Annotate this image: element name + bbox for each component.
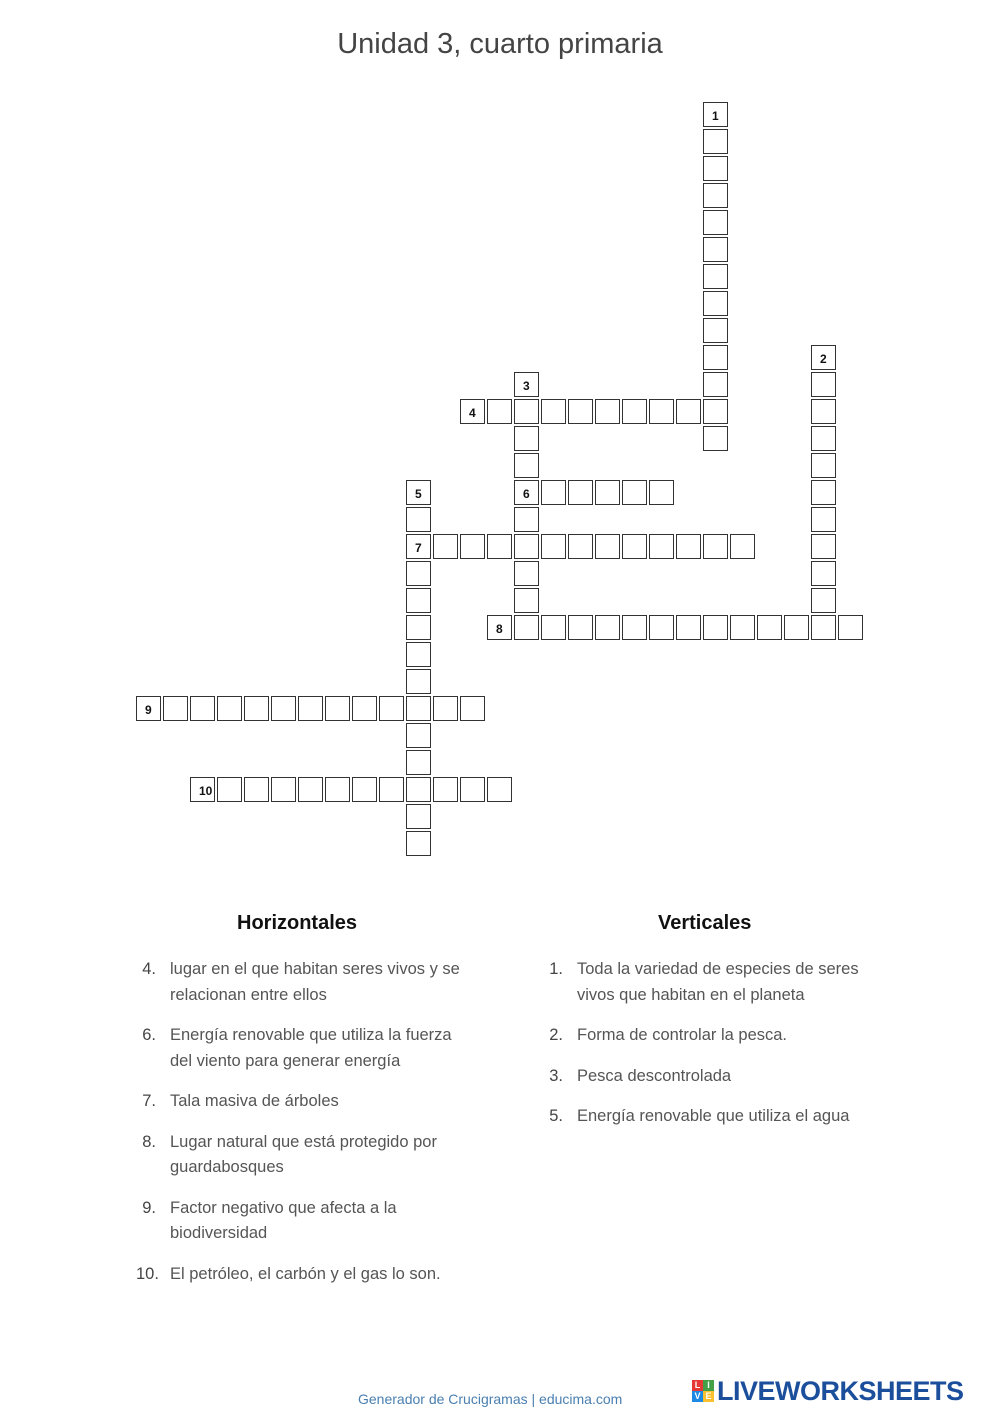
clue-number-label: 2 [820, 352, 827, 366]
crossword-cell[interactable] [703, 102, 728, 127]
vertical-clue [543, 1023, 888, 1049]
crossword-cell[interactable] [406, 615, 431, 640]
crossword-cell[interactable] [406, 561, 431, 586]
clue-number-label: 6 [523, 487, 530, 501]
crossword-cell[interactable] [487, 615, 512, 640]
clue-number-label: 8 [496, 622, 503, 636]
crossword-cell[interactable] [676, 615, 701, 640]
crossword-cell[interactable] [541, 399, 566, 424]
crossword-cell[interactable] [433, 696, 458, 721]
crossword-cell[interactable] [730, 615, 755, 640]
crossword-cell[interactable] [379, 696, 404, 721]
clue-number: 5. [549, 1107, 563, 1125]
liveworksheets-logo[interactable] [692, 1377, 964, 1405]
verticales-heading: Verticales [658, 912, 752, 934]
crossword-cell[interactable] [595, 399, 620, 424]
crossword-cell[interactable] [757, 615, 782, 640]
horizontal-clue [136, 1262, 476, 1288]
liveworksheets-icon [692, 1380, 714, 1402]
crossword-cell[interactable] [514, 426, 539, 451]
crossword-cell[interactable] [811, 507, 836, 532]
crossword-cell[interactable] [622, 615, 647, 640]
crossword-cell[interactable] [568, 615, 593, 640]
crossword-cell[interactable] [298, 696, 323, 721]
crossword-cell[interactable] [703, 264, 728, 289]
crossword-cell[interactable] [703, 291, 728, 316]
crossword-cell[interactable] [352, 777, 377, 802]
crossword-cell[interactable] [811, 480, 836, 505]
clue-number: 4. [142, 960, 156, 978]
crossword-cell[interactable] [406, 642, 431, 667]
clue-number-label: 9 [145, 703, 152, 717]
crossword-cell[interactable] [298, 777, 323, 802]
crossword-cell[interactable] [703, 372, 728, 397]
crossword-cell[interactable] [406, 723, 431, 748]
crossword-cell[interactable] [676, 534, 701, 559]
crossword-cell[interactable] [460, 399, 485, 424]
crossword-cell[interactable] [703, 534, 728, 559]
clue-text: Lugar natural que está protegido por guardabosques [170, 1132, 437, 1176]
clue-text: El petróleo, el carbón y el gas lo son. [170, 1264, 441, 1283]
clue-number-label: 4 [469, 406, 476, 420]
horizontales-clue-list [136, 957, 476, 1302]
clue-number-label: 7 [415, 541, 422, 555]
crossword-cell[interactable] [703, 426, 728, 451]
crossword-cell[interactable] [811, 426, 836, 451]
crossword-cell[interactable] [676, 399, 701, 424]
crossword-cell[interactable] [649, 399, 674, 424]
clue-text: Toda la variedad de especies de seres vivos que habitan en el planeta [577, 960, 859, 1004]
crossword-cell[interactable] [541, 615, 566, 640]
crossword-cell[interactable] [649, 534, 674, 559]
crossword-cell[interactable] [487, 399, 512, 424]
verticales-clue-list [543, 957, 888, 1145]
page-title: Unidad 3, cuarto primaria [337, 28, 663, 60]
crossword-cell[interactable] [838, 615, 863, 640]
crossword-cell[interactable] [514, 480, 539, 505]
clue-number: 3. [549, 1066, 563, 1085]
crossword-cell[interactable] [325, 777, 350, 802]
crossword-cell[interactable] [730, 534, 755, 559]
crossword-cell[interactable] [811, 615, 836, 640]
crossword-cell[interactable] [622, 534, 647, 559]
crossword-cell[interactable] [406, 831, 431, 856]
crossword-cell[interactable] [379, 777, 404, 802]
logo-icon-tile: V [692, 1391, 703, 1402]
crossword-cell[interactable] [514, 588, 539, 613]
crossword-cell[interactable] [649, 480, 674, 505]
crossword-cell[interactable] [352, 696, 377, 721]
logo-icon-tile: I [703, 1380, 714, 1391]
horizontal-clue [136, 957, 476, 1008]
clue-text: Tala masiva de árboles [170, 1092, 339, 1110]
crossword-cell[interactable] [244, 696, 269, 721]
crossword-cell[interactable] [541, 480, 566, 505]
horizontal-clue [136, 1196, 476, 1247]
crossword-cell[interactable] [595, 615, 620, 640]
crossword-cell[interactable] [514, 534, 539, 559]
crossword-cell[interactable] [271, 696, 296, 721]
crossword-cell[interactable] [514, 453, 539, 478]
clue-number: 6. [142, 1026, 156, 1044]
crossword-cell[interactable] [649, 615, 674, 640]
liveworksheets-wordmark: LIVEWORKSHEETS [717, 1375, 964, 1406]
crossword-cell[interactable] [460, 534, 485, 559]
clue-text: Energía renovable que utiliza la fuerza del viento para generar energía [170, 1026, 452, 1070]
crossword-cell[interactable] [541, 534, 566, 559]
crossword-cell[interactable] [217, 777, 242, 802]
crossword-cell[interactable] [703, 156, 728, 181]
clue-number-label: 10 [199, 784, 213, 798]
crossword-cell[interactable] [406, 669, 431, 694]
logo-icon-tile: E [703, 1391, 714, 1402]
crossword-cell[interactable] [406, 480, 431, 505]
vertical-clue [543, 957, 888, 1008]
crossword-cell[interactable] [190, 696, 215, 721]
crossword-cell[interactable] [703, 210, 728, 235]
clue-text: Factor negativo que afecta a la biodiversidad [170, 1198, 397, 1242]
crossword-cell[interactable] [703, 183, 728, 208]
clue-text: Pesca descontrolada [577, 1066, 732, 1085]
crossword-cell[interactable] [784, 615, 809, 640]
horizontal-clue [136, 1089, 476, 1115]
crossword-cell[interactable] [406, 507, 431, 532]
horizontales-heading: Horizontales [237, 912, 358, 934]
crossword-cell[interactable] [487, 777, 512, 802]
clue-number-label: 1 [712, 109, 719, 123]
clue-number: 10. [136, 1264, 159, 1283]
crossword-cell[interactable] [406, 534, 431, 559]
crossword-cell[interactable] [568, 480, 593, 505]
crossword-cell[interactable] [568, 534, 593, 559]
crossword-cell[interactable] [703, 318, 728, 343]
crossword-cell[interactable] [514, 507, 539, 532]
clue-number: 7. [142, 1092, 156, 1110]
crossword-cell[interactable] [811, 561, 836, 586]
clue-text: Forma de controlar la pesca. [577, 1026, 788, 1044]
clue-number: 1. [549, 960, 563, 978]
crossword-cell[interactable] [703, 399, 728, 424]
crossword-cell[interactable] [406, 588, 431, 613]
crossword-cell[interactable] [136, 696, 161, 721]
crossword-cell[interactable] [406, 777, 431, 802]
crossword-cell[interactable] [703, 615, 728, 640]
crossword-cell[interactable] [406, 696, 431, 721]
logo-icon-tile: L [692, 1380, 703, 1391]
horizontal-clue [136, 1130, 476, 1181]
crossword-cell[interactable] [703, 237, 728, 262]
crossword-cell[interactable] [811, 399, 836, 424]
crossword-cell[interactable] [622, 399, 647, 424]
crossword-cell[interactable] [703, 129, 728, 154]
crossword-cell[interactable] [811, 453, 836, 478]
crossword-cell[interactable] [217, 696, 242, 721]
crossword-cell[interactable] [811, 534, 836, 559]
crossword-cell[interactable] [487, 534, 512, 559]
crossword-cell[interactable] [514, 561, 539, 586]
crossword-cell[interactable] [271, 777, 296, 802]
crossword-cell[interactable] [325, 696, 350, 721]
vertical-clue [543, 1104, 888, 1130]
clue-number-label: 3 [523, 379, 530, 393]
crossword-cell[interactable] [811, 588, 836, 613]
crossword-cell[interactable] [460, 696, 485, 721]
crossword-cell[interactable] [163, 696, 188, 721]
crossword-cell[interactable] [433, 534, 458, 559]
clue-number-label: 5 [415, 487, 422, 501]
crossword-cell[interactable] [514, 615, 539, 640]
clue-number: 8. [142, 1132, 156, 1151]
crossword-cell[interactable] [433, 777, 458, 802]
crossword-cell[interactable] [811, 372, 836, 397]
clue-text: lugar en el que habitan seres vivos y se relacionan entre ellos [170, 960, 460, 1004]
crossword-cell[interactable] [703, 345, 728, 370]
crossword-cell[interactable] [595, 534, 620, 559]
crossword-cell[interactable] [514, 372, 539, 397]
crossword-cell[interactable] [622, 480, 647, 505]
clue-number: 2. [549, 1026, 563, 1044]
footer-credit[interactable]: Generador de Crucigramas | educima.com [358, 1391, 623, 1407]
crossword-cell[interactable] [568, 399, 593, 424]
crossword-cell[interactable] [406, 750, 431, 775]
crossword-cell[interactable] [190, 777, 215, 802]
crossword-cell[interactable] [406, 804, 431, 829]
crossword-cell[interactable] [514, 399, 539, 424]
crossword-cell[interactable] [811, 345, 836, 370]
horizontal-clue [136, 1023, 476, 1074]
clue-text: Energía renovable que utiliza el agua [577, 1107, 850, 1125]
crossword-cell[interactable] [595, 480, 620, 505]
vertical-clue [543, 1064, 888, 1090]
clue-number: 9. [142, 1198, 156, 1217]
crossword-cell[interactable] [460, 777, 485, 802]
crossword-cell[interactable] [244, 777, 269, 802]
